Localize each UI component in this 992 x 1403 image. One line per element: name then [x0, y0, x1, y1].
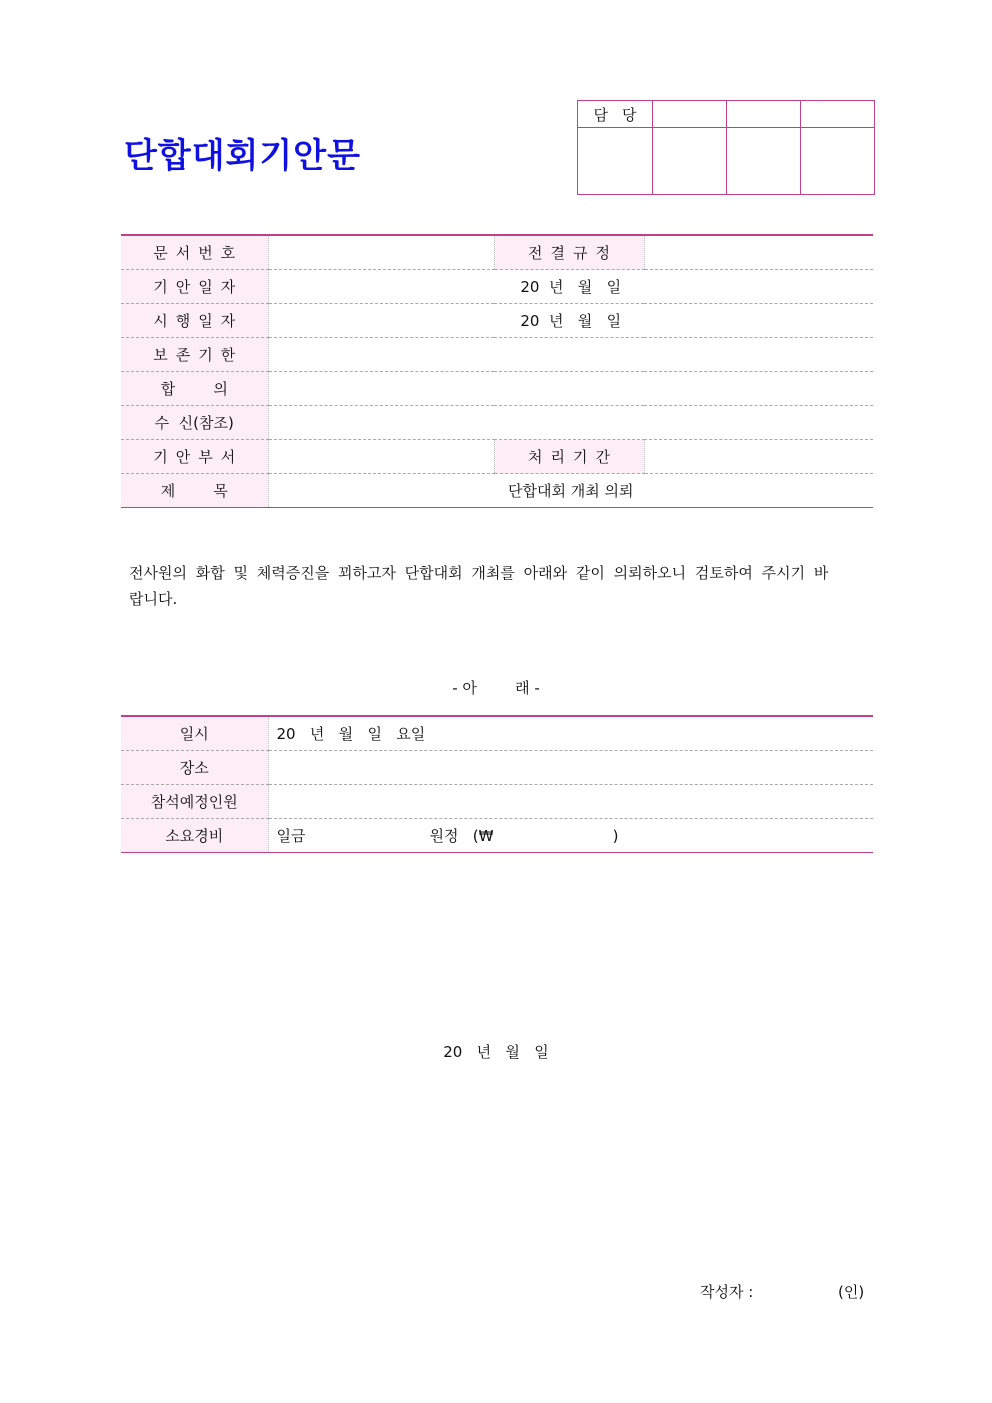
place-label: 장소: [121, 751, 268, 785]
approval-head-cell: [727, 101, 801, 128]
place-field[interactable]: [268, 751, 873, 785]
document-title: 단합대회기안문: [124, 136, 361, 176]
document-info-table: [121, 234, 873, 508]
request-body-text: 전사원의 화합 및 체력증진을 꾀하고자 단합대회 개최를 아래와 같이 의뢰하오니 검토하여 주시기 바랍니다.: [129, 564, 829, 608]
datetime-label: 일시: [121, 716, 268, 751]
attendees-field[interactable]: [268, 785, 873, 819]
retention-field[interactable]: [268, 338, 873, 372]
subject-field[interactable]: 단합대회 개최 의뢰: [508, 482, 634, 500]
event-details-table: [121, 715, 873, 853]
doc-number-field[interactable]: [268, 235, 494, 270]
recipient-field[interactable]: [268, 406, 873, 440]
decision-rule-field[interactable]: [644, 235, 873, 270]
cost-field[interactable]: 일금 원정 (₩ ): [276, 827, 619, 845]
agreement-label: 합 의: [121, 372, 268, 406]
approval-head-cell: [653, 101, 727, 128]
cost-label: 소요경비: [121, 819, 268, 853]
approval-sign-cell[interactable]: [653, 128, 727, 195]
draft-date-field[interactable]: 20 년 월 일: [268, 270, 873, 304]
approval-sign-cell[interactable]: [578, 128, 653, 195]
approval-sign-cell[interactable]: [801, 128, 875, 195]
effective-date-label: 시행일자: [121, 304, 268, 338]
draft-date-label: 기안일자: [121, 270, 268, 304]
notice-heading: - 아 래 -: [452, 679, 540, 697]
doc-number-label: 문서번호: [121, 235, 268, 270]
approval-box: [577, 100, 875, 195]
subject-label: 제 목: [121, 474, 268, 508]
approval-label-charge: 담당: [578, 101, 653, 128]
footer-date: 20 년 월 일: [443, 1043, 549, 1061]
attendees-label: 참석예정인원: [121, 785, 268, 819]
retention-label: 보존기한: [121, 338, 268, 372]
recipient-label: 수 신(참조): [121, 406, 268, 440]
approval-head-cell: [801, 101, 875, 128]
decision-rule-label: 전결규정: [494, 235, 644, 270]
agreement-field[interactable]: [268, 372, 873, 406]
dept-field[interactable]: [268, 440, 494, 474]
author-label: 작성자 :: [700, 1283, 754, 1301]
dept-label: 기안부서: [121, 440, 268, 474]
process-period-field[interactable]: [644, 440, 873, 474]
seal-label: (인): [838, 1283, 865, 1301]
datetime-field[interactable]: 20 년 월 일 요일: [268, 716, 873, 751]
process-period-label: 처리기간: [494, 440, 644, 474]
effective-date-field[interactable]: 20 년 월 일: [268, 304, 873, 338]
approval-sign-cell[interactable]: [727, 128, 801, 195]
